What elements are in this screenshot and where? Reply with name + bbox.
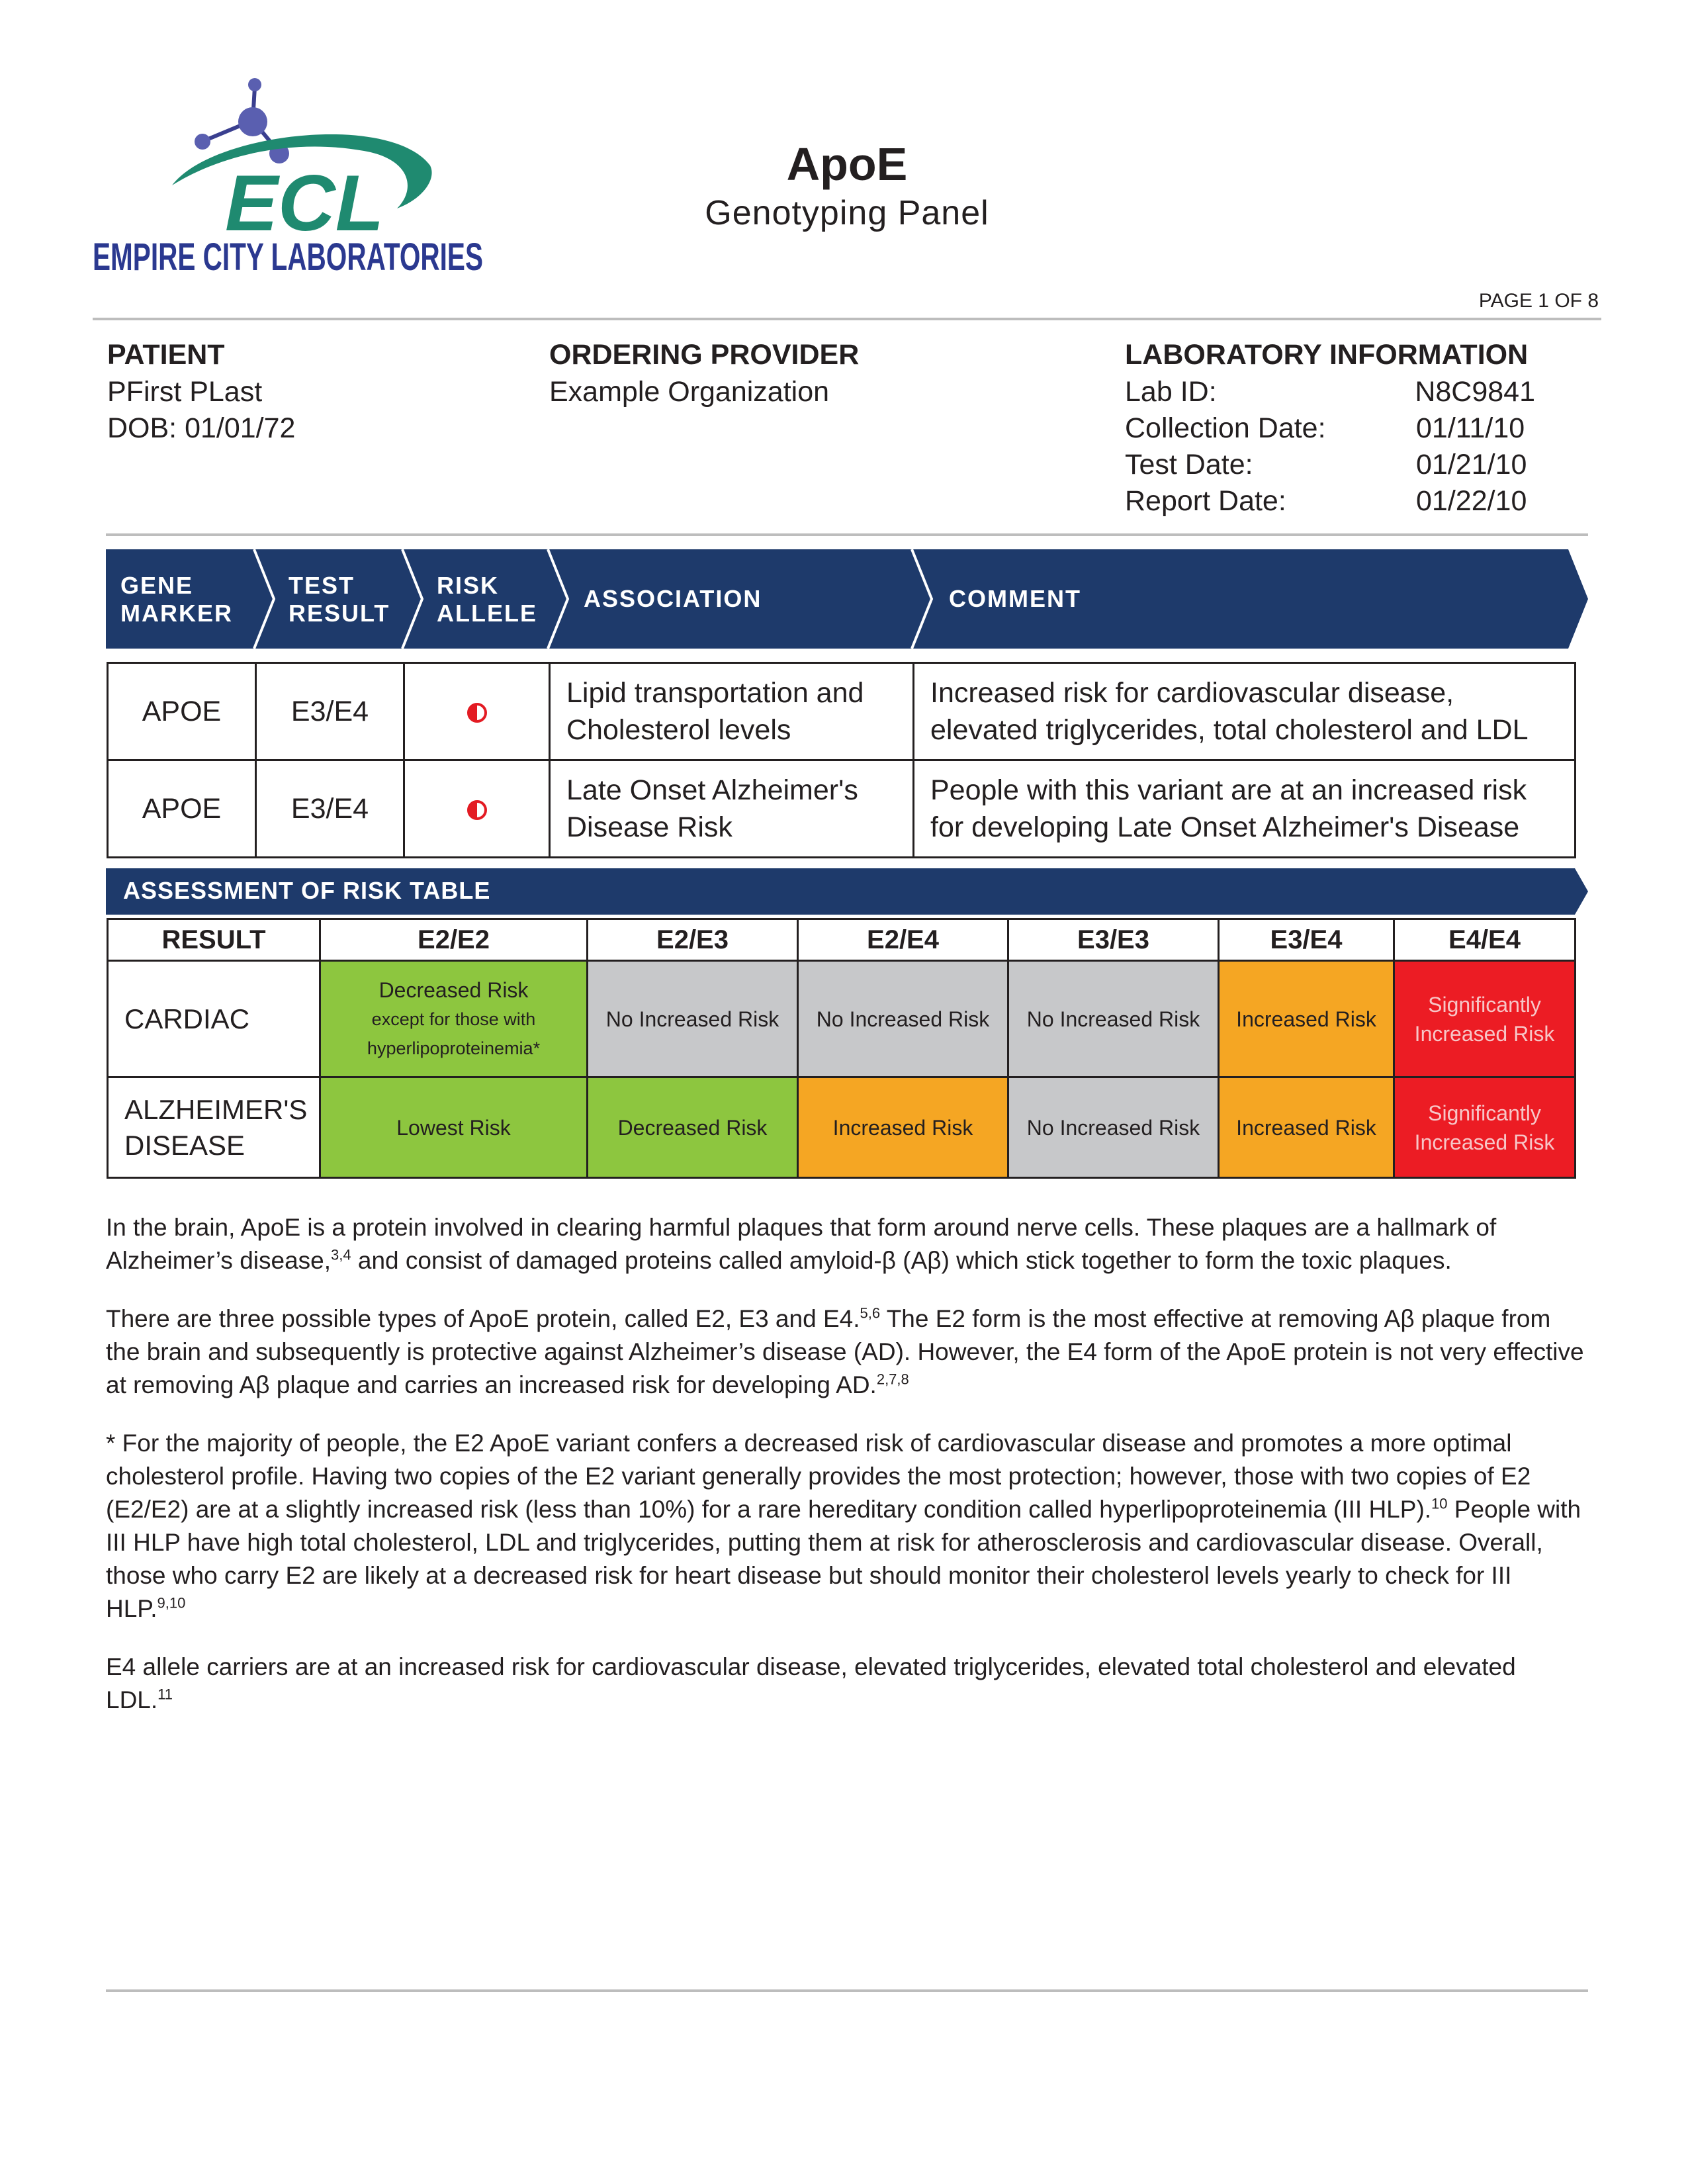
association-cell: Lipid transportation and Cholesterol levels: [550, 663, 914, 760]
risk-assessment-table: [107, 918, 1576, 1179]
test-result-cell: E3/E4: [256, 663, 404, 760]
risk-cell: Increased Risk: [798, 1077, 1008, 1178]
paragraph: In the brain, ApoE is a protein involved in clearing harmful plaques that form around nerve cells. These plaques are a hallmark of Alzheimer’s disease,$^{3,4}$ and consist of damaged proteins called amyloid-β (Aβ) which stick together to form the toxic plaques.: [106, 1214, 1497, 1274]
page-subtitle: Genotyping Panel: [705, 194, 989, 232]
provider-name: Example Organization: [549, 376, 830, 408]
half-filled-risk-icon: [467, 800, 487, 820]
patient-name: PFirst PLast: [107, 376, 263, 408]
risk-cell: No Increased Risk: [798, 961, 1008, 1077]
logo-initials: ECL: [225, 159, 384, 248]
row-label: ALZHEIMER'S DISEASE: [108, 1077, 320, 1178]
header-association: ASSOCIATION: [584, 585, 762, 612]
column-header: E3/E4: [1219, 919, 1394, 961]
association-cell: Late Onset Alzheimer's Disease Risk: [550, 760, 914, 858]
table-row: [108, 1077, 1576, 1178]
comment-cell: Increased risk for cardiovascular disease, elevated triglycerides, total cholesterol and LDL: [914, 663, 1576, 760]
column-header: E3/E3: [1008, 919, 1219, 961]
column-header: RESULT: [108, 919, 320, 961]
half-filled-risk-icon: [467, 703, 487, 723]
paragraph: * For the majority of people, the E2 ApoE variant confers a decreased risk of cardiovascular disease and promotes a more optimal cholesterol profile. Having two copies of the E2 variant generally provides the most protection; however, those with two copies of E2 (E2/E2) are at a slightly increased risk (less than 10%) for a rare hereditary condition called hyperlipoproteinemia (III HLP).$^{10}$ People with III HLP have high total cholesterol, LDL and triglycerides, putting them at risk for atherosclerosis and cardiovascular disease. Overall, those who carry E2 are likely at a decreased risk for heart disease but should monitor their cholesterol levels yearly to check for III HLP.$^{9,10}$: [106, 1430, 1581, 1622]
header-risk-allele: RISK ALLELE: [437, 572, 537, 627]
table-row: [108, 961, 1576, 1077]
risk-cell: Significantly Increased Risk: [1394, 961, 1576, 1077]
risk-cell: Lowest Risk: [320, 1077, 588, 1178]
explanation-text: [106, 1211, 1588, 1742]
risk-cell: No Increased Risk: [1008, 1077, 1219, 1178]
table-header-row: [108, 919, 1576, 961]
risk-cell: No Increased Risk: [1008, 961, 1219, 1077]
ecl-logo: [79, 73, 490, 278]
column-header: E2/E2: [320, 919, 588, 961]
risk-table-title: ASSESSMENT OF RISK TABLE: [123, 877, 491, 904]
provider-heading: ORDERING PROVIDER: [549, 339, 860, 371]
lab-row: Collection Date: 01/11/10: [1125, 412, 1525, 444]
table-row: [108, 663, 1576, 760]
lab-heading: LABORATORY INFORMATION: [1125, 339, 1529, 371]
comment-cell: People with this variant are at an increased risk for developing Late Onset Alzheimer's Disease: [914, 760, 1576, 858]
risk-cell: Increased Risk: [1219, 1077, 1394, 1178]
column-header: E2/E4: [798, 919, 1008, 961]
risk-cell: No Increased Risk: [588, 961, 798, 1077]
lab-row: Test Date: 01/21/10: [1125, 449, 1527, 480]
header-test-result: TEST RESULT: [289, 572, 390, 627]
column-header: E2/E3: [588, 919, 798, 961]
patient-dob: DOB: 01/01/72: [107, 412, 296, 444]
page-title: ApoE: [786, 138, 908, 190]
header-comment: COMMENT: [949, 585, 1081, 612]
patient-heading: PATIENT: [107, 339, 225, 371]
paragraph: There are three possible types of ApoE protein, called E2, E3 and E4.$^{5,6}$ The E2 form is the most effective at removing Aβ plaque from the brain and subsequently is protective against Alzheimer’s disease (AD). However, the E4 form of the ApoE protein is not very effective at removing Aβ plaque and carries an increased risk for developing AD.$^{2,7,8}$: [106, 1304, 1584, 1398]
gene-marker-cell: APOE: [108, 663, 256, 760]
risk-allele-cell: [404, 663, 550, 760]
lab-row: Lab ID: N8C9841: [1125, 376, 1535, 408]
risk-cell: Decreased Risk except for those with hyperlipoproteinemia*: [320, 961, 588, 1077]
lab-row: Report Date: 01/22/10: [1125, 485, 1527, 517]
page-number: PAGE 1 OF 8: [1478, 290, 1599, 312]
lab-info: [1125, 374, 1535, 520]
gene-marker-cell: APOE: [108, 760, 256, 858]
risk-cell: Significantly Increased Risk: [1394, 1077, 1576, 1178]
row-label: CARDIAC: [108, 961, 320, 1077]
logo-name: EMPIRE CITY LABORATORIES: [93, 236, 483, 279]
header-gene-marker: GENE MARKER: [120, 572, 233, 627]
test-result-cell: E3/E4: [256, 760, 404, 858]
divider: [106, 533, 1588, 536]
risk-allele-cell: [404, 760, 550, 858]
risk-cell: Increased Risk: [1219, 961, 1394, 1077]
risk-cell: Decreased Risk: [588, 1077, 798, 1178]
divider: [93, 318, 1601, 320]
footer-divider: [106, 1989, 1588, 1992]
table-row: [108, 760, 1576, 858]
paragraph: E4 allele carriers are at an increased risk for cardiovascular disease, elevated triglycerides, elevated total cholesterol and elevated LDL.$^{11}$: [106, 1653, 1516, 1713]
gene-results-table: [107, 662, 1576, 858]
column-header: E4/E4: [1394, 919, 1576, 961]
